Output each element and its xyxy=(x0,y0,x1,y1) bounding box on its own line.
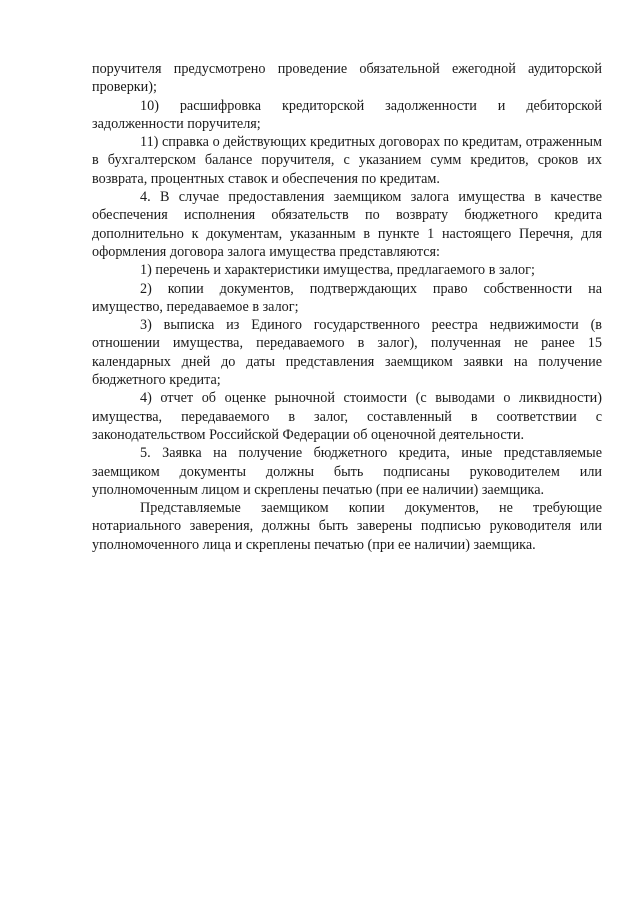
paragraph-clause-4-item-1: 1) перечень и характеристики имущества, предлагаемого в залог; xyxy=(140,262,535,279)
paragraph-clause-4: 4. В случае предоставления заемщиком залога имущества в качестве обеспечения исполнения обязательств по возврату бюджетного кредита дополнительно к документам, указанным в пункте 1 настоящего Перечня, для оформления договора залога имущества представляются: xyxy=(92,189,602,260)
paragraph-item-10: 10) расшифровка кредиторской задолженности и дебиторской задолженности поручителя; xyxy=(92,97,602,132)
paragraph-clause-5: 5. Заявка на получение бюджетного кредита, иные представляемые заемщиком документы должны быть подписаны руководителем или уполномоченным лицом и скреплены печатью (при ее наличии) заемщика. xyxy=(92,445,602,498)
document-body xyxy=(92,60,602,554)
paragraph-continuation: поручителя предусмотрено проведение обязательной ежегодной аудиторской проверки); xyxy=(92,61,602,96)
paragraph-copies-certification: Представляемые заемщиком копии документов, не требующие нотариального заверения, должны быть заверены подписью руководителя или уполномоченного лица и скреплены печатью (при ее наличии) заемщика. xyxy=(92,500,602,553)
paragraph-clause-4-item-4: 4) отчет об оценке рыночной стоимости (с выводами о ликвидности) имущества, передаваемого в залог, составленный в соответствии с законодательством Российской Федерации об оценочной деятельности. xyxy=(92,390,602,443)
paragraph-item-11: 11) справка о действующих кредитных договорах по кредитам, отраженным в бухгалтерском балансе поручителя, с указанием сумм кредитов, сроков их возврата, процентных ставок и обеспечения по кредитам. xyxy=(92,134,602,187)
paragraph-clause-4-item-3: 3) выписка из Единого государственного реестра недвижимости (в отношении имущества, передаваемого в залог), полученная не ранее 15 календарных дней до даты представления заемщиком заявки на получение бюджетного кредита; xyxy=(92,317,602,389)
paragraph-clause-4-item-2: 2) копии документов, подтверждающих право собственности на имущество, передаваемое в залог; xyxy=(92,280,602,315)
